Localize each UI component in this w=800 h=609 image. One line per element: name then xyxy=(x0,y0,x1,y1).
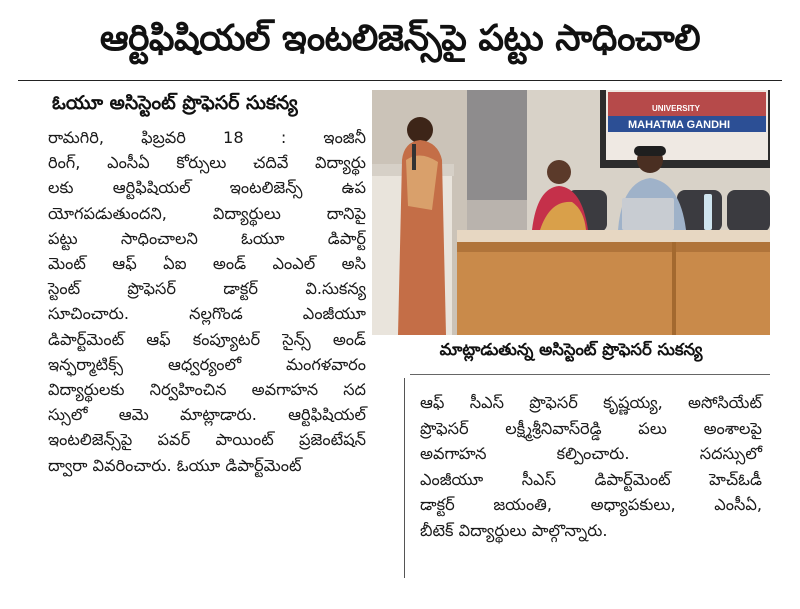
text-line: ఆఫ్ సీఎస్ ప్రొఫెసర్ కృష్ణయ్య, అసోసియేట్ xyxy=(420,393,762,412)
text-line: అవగాహన కల్పించారు. సదస్సులో xyxy=(420,444,762,463)
text-line: విద్యార్థులకు నిర్వహించిన అవగాహన సద xyxy=(48,380,366,400)
text-line: యోగపడుతుందని, విద్యార్థులు దానిపై xyxy=(48,203,366,223)
banner-text: MAHATMA GANDHI xyxy=(628,119,731,131)
article-byline: ఓయూ అసిస్టెంట్ ప్రొఫెసర్ సుకన్య xyxy=(52,92,298,114)
banner-subtext: UNIVERSITY xyxy=(652,104,701,113)
text-line: సూచించారు. నల్లగొండ ఎంజీయూ xyxy=(48,304,366,324)
lecture-photo-illustration xyxy=(372,90,770,335)
text-line: డాక్టర్ జయంతి, అధ్యాపకులు, ఎంసీఏ, xyxy=(420,495,762,514)
article-headline: ఆర్టిఫిషియల్ ఇంటలిజెన్స్‌పై పట్టు సాధించాలి xyxy=(99,18,701,59)
text-line: ఇంటలిజెన్స్‌పై పవర్ పాయింట్ ప్రజెంటేషన్ xyxy=(48,430,366,450)
text-line: మెంట్ ఆఫ్ ఏఐ అండ్ ఎంఎల్ అసి xyxy=(48,254,366,274)
text-line: బీటెక్ విద్యార్థులు పాల్గొన్నారు. xyxy=(420,520,608,540)
text-line: ఇన్ఫర్మాటిక్స్ ఆధ్వర్యంలో మంగళవారం xyxy=(48,354,366,374)
text-line: ద్వారా వివరించారు. ఓయూ డిపార్ట్‌మెంట్ xyxy=(48,455,302,475)
article-left-column xyxy=(48,125,366,478)
article-right-column xyxy=(420,390,762,543)
article-photo xyxy=(372,90,770,335)
headline-rule xyxy=(18,80,782,81)
text-line: డిపార్ట్‌మెంట్ ఆఫ్ కంప్యూటర్ సైన్స్ అండ్ xyxy=(48,329,366,349)
text-line: పట్టు సాధించాలని ఓయూ డిపార్ట్ xyxy=(48,228,366,248)
text-line: ఎంజీయూ సీఎస్ డిపార్ట్‌మెంట్ హెచ్‌ఓడీ xyxy=(420,469,762,489)
text-line: లకు ఆర్టిఫిషియల్ ఇంటలిజెన్స్ ఉప xyxy=(48,178,366,198)
text-line: స్సులో ఆమె మాట్లాడారు. ఆర్టిఫిషియల్ xyxy=(48,405,366,425)
text-line: రామగిరి, ఫిబ్రవరి 18 : ఇంజినీ xyxy=(48,128,366,147)
photo-caption: మాట్లాడుతున్న అసిస్టెంట్ ప్రొఫెసర్ సుకన్య xyxy=(439,340,703,359)
text-line: స్టెంట్ ప్రొఫెసర్ డాక్టర్ వి.సుకన్య xyxy=(48,279,366,299)
text-line: రింగ్, ఎంసీఏ కోర్సులు చదివే విద్యార్థు xyxy=(48,153,366,173)
caption-rule xyxy=(410,374,770,375)
text-line: ప్రొఫెసర్ లక్ష్మీశ్రీనివాస్‌రెడ్డి పలు అంశాలపై xyxy=(420,418,762,438)
column-divider xyxy=(404,378,405,578)
